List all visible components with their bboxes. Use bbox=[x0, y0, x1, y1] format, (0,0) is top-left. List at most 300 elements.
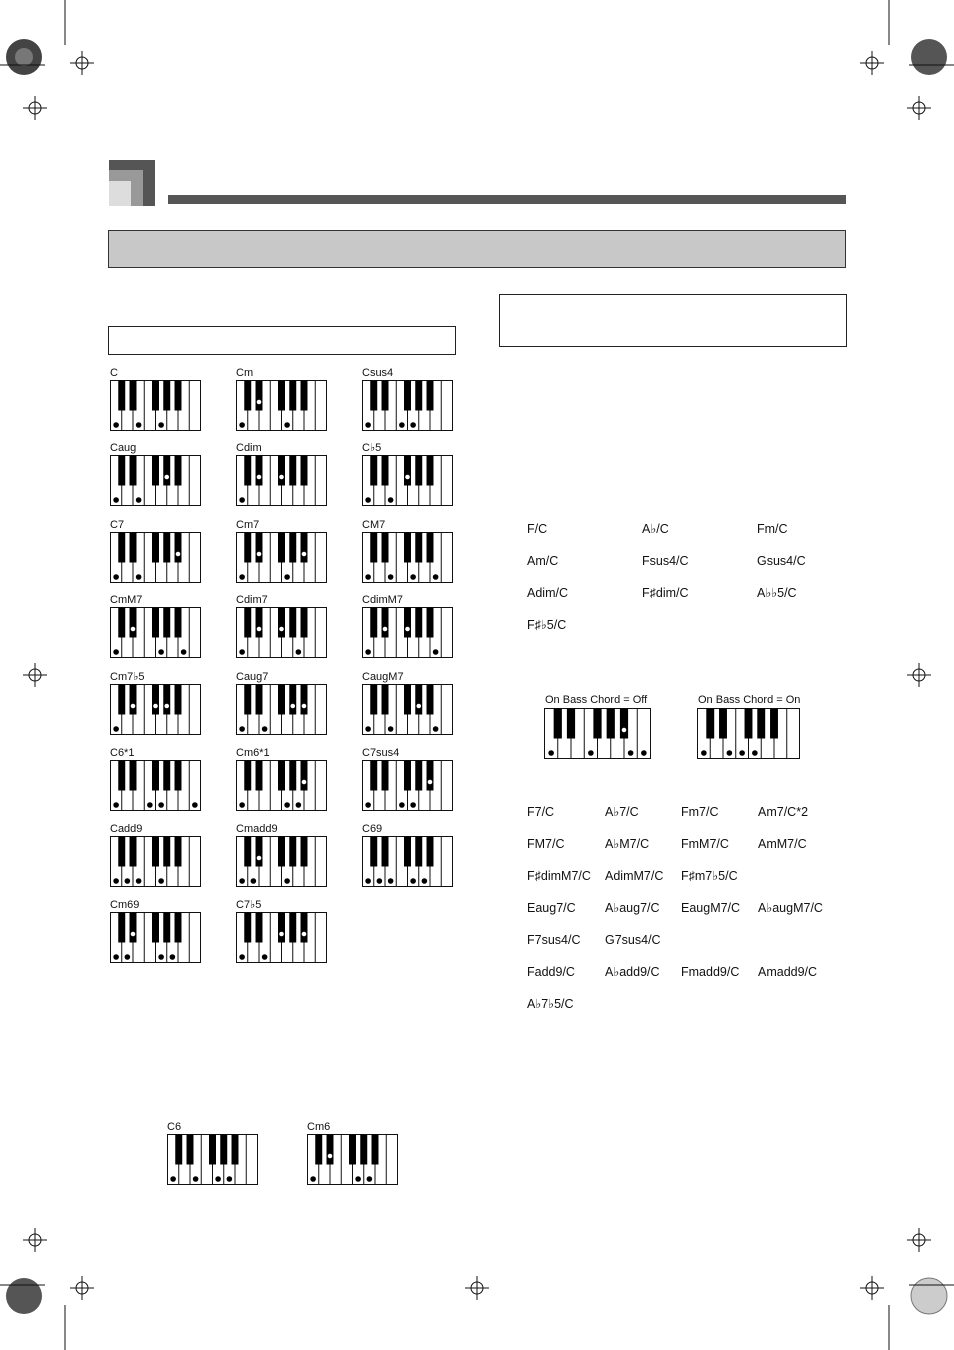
black-key bbox=[301, 533, 308, 563]
black-key bbox=[415, 761, 422, 791]
pressed-black-key-dot bbox=[130, 931, 136, 937]
pressed-white-key-dot bbox=[355, 1176, 361, 1182]
pressed-black-key-dot bbox=[130, 626, 136, 632]
chord-symbol-text: A♭/C bbox=[642, 522, 669, 536]
pressed-black-key-dot bbox=[256, 855, 262, 861]
chord-symbol-text: FmM7/C bbox=[681, 837, 729, 851]
black-key bbox=[301, 381, 308, 411]
right-section-box bbox=[499, 294, 847, 347]
pressed-white-key-dot bbox=[422, 878, 428, 884]
black-key bbox=[175, 1135, 182, 1165]
chord-name-label: CmM7 bbox=[110, 594, 143, 606]
black-key bbox=[278, 685, 285, 715]
black-key bbox=[289, 608, 296, 638]
black-key bbox=[278, 456, 285, 486]
black-key bbox=[244, 456, 251, 486]
black-key bbox=[130, 381, 137, 411]
header-square-light bbox=[109, 181, 131, 206]
pressed-white-key-dot bbox=[701, 750, 707, 756]
black-key bbox=[301, 608, 308, 638]
black-key bbox=[382, 685, 389, 715]
pressed-white-key-dot bbox=[192, 802, 198, 808]
pressed-white-key-dot bbox=[239, 422, 245, 428]
pressed-black-key-dot bbox=[256, 626, 262, 632]
pressed-black-key-dot bbox=[301, 551, 307, 557]
pressed-white-key-dot bbox=[113, 422, 119, 428]
pressed-black-key-dot bbox=[279, 931, 285, 937]
black-key bbox=[415, 456, 422, 486]
keyboard-diagram bbox=[544, 708, 651, 759]
keyboard-diagram bbox=[236, 760, 327, 811]
black-key bbox=[256, 456, 263, 486]
black-key bbox=[415, 837, 422, 867]
black-key bbox=[360, 1135, 367, 1165]
on-bass-off-label: On Bass Chord = Off bbox=[545, 694, 648, 706]
pressed-white-key-dot bbox=[548, 750, 554, 756]
black-key bbox=[404, 381, 411, 411]
black-key bbox=[163, 533, 170, 563]
black-key bbox=[175, 456, 182, 486]
keyboard-diagram bbox=[236, 380, 327, 431]
pressed-white-key-dot bbox=[641, 750, 647, 756]
black-key bbox=[370, 837, 377, 867]
keyboard-diagram bbox=[167, 1134, 258, 1185]
black-key bbox=[370, 533, 377, 563]
pressed-white-key-dot bbox=[136, 878, 142, 884]
pressed-white-key-dot bbox=[727, 750, 733, 756]
pressed-white-key-dot bbox=[170, 1176, 176, 1182]
keyboard-diagram bbox=[362, 607, 453, 658]
black-key bbox=[163, 456, 170, 486]
pressed-white-key-dot bbox=[262, 954, 268, 960]
black-key bbox=[427, 761, 434, 791]
pressed-white-key-dot bbox=[365, 726, 371, 732]
pressed-white-key-dot bbox=[147, 802, 153, 808]
pressed-white-key-dot bbox=[227, 1176, 233, 1182]
black-key bbox=[404, 608, 411, 638]
black-key bbox=[404, 685, 411, 715]
pressed-white-key-dot bbox=[284, 878, 290, 884]
black-key bbox=[382, 381, 389, 411]
crop-circle-icon bbox=[911, 1278, 947, 1314]
keyboard-diagram bbox=[236, 836, 327, 887]
black-key bbox=[315, 1135, 322, 1165]
keyboard-diagram bbox=[110, 607, 201, 658]
pressed-white-key-dot bbox=[158, 802, 164, 808]
chord-symbol-text: Fsus4/C bbox=[642, 554, 689, 568]
chord-symbol-text: AdimM7/C bbox=[605, 869, 664, 883]
pressed-white-key-dot bbox=[239, 878, 245, 884]
pressed-white-key-dot bbox=[158, 878, 164, 884]
black-key bbox=[382, 837, 389, 867]
black-key bbox=[404, 533, 411, 563]
chord-name-label: CM7 bbox=[362, 519, 386, 531]
black-key bbox=[152, 608, 159, 638]
chord-symbol-text: Am/C bbox=[527, 554, 559, 568]
black-key bbox=[289, 761, 296, 791]
pressed-white-key-dot bbox=[377, 878, 383, 884]
black-key bbox=[372, 1135, 379, 1165]
chord-symbol-text: F♯dim/C bbox=[642, 586, 689, 600]
crop-circle-icon bbox=[911, 39, 947, 75]
section-title-bar bbox=[108, 230, 846, 268]
black-key bbox=[278, 761, 285, 791]
pressed-black-key-dot bbox=[279, 474, 285, 480]
black-key bbox=[130, 761, 137, 791]
chord-name-label: C bbox=[110, 367, 118, 379]
pressed-black-key-dot bbox=[256, 474, 262, 480]
pressed-white-key-dot bbox=[113, 954, 119, 960]
black-key bbox=[301, 685, 308, 715]
pressed-white-key-dot bbox=[410, 878, 416, 884]
black-key bbox=[370, 381, 377, 411]
pressed-white-key-dot bbox=[239, 649, 245, 655]
pressed-black-key-dot bbox=[290, 703, 296, 709]
black-key bbox=[244, 381, 251, 411]
pressed-white-key-dot bbox=[136, 497, 142, 503]
black-key bbox=[370, 685, 377, 715]
chord-symbol-text: F7/C bbox=[527, 805, 555, 819]
pressed-black-key-dot bbox=[175, 551, 181, 557]
pressed-white-key-dot bbox=[365, 649, 371, 655]
black-key bbox=[301, 837, 308, 867]
black-key bbox=[770, 709, 778, 739]
black-key bbox=[427, 608, 434, 638]
pressed-white-key-dot bbox=[239, 497, 245, 503]
black-key bbox=[152, 837, 159, 867]
black-key bbox=[130, 913, 137, 943]
pressed-white-key-dot bbox=[388, 878, 394, 884]
pressed-white-key-dot bbox=[588, 750, 594, 756]
black-key bbox=[278, 381, 285, 411]
black-key bbox=[152, 533, 159, 563]
keyboard-diagram bbox=[362, 836, 453, 887]
black-key bbox=[152, 761, 159, 791]
pressed-black-key-dot bbox=[279, 626, 285, 632]
pressed-white-key-dot bbox=[125, 878, 131, 884]
black-key bbox=[427, 381, 434, 411]
keyboard-diagram bbox=[110, 684, 201, 735]
black-key bbox=[719, 709, 727, 739]
black-key bbox=[620, 709, 628, 739]
black-key bbox=[278, 608, 285, 638]
chord-symbol-text: Fadd9/C bbox=[527, 965, 575, 979]
chord-symbol-text: G7sus4/C bbox=[605, 933, 661, 947]
black-key bbox=[118, 608, 125, 638]
black-key bbox=[152, 381, 159, 411]
black-key bbox=[382, 761, 389, 791]
black-key bbox=[244, 913, 251, 943]
chord-name-label: C69 bbox=[362, 823, 383, 835]
pressed-white-key-dot bbox=[433, 574, 439, 580]
chord-name-label: Cadd9 bbox=[110, 823, 143, 835]
pressed-white-key-dot bbox=[365, 422, 371, 428]
black-key bbox=[327, 1135, 334, 1165]
pressed-black-key-dot bbox=[256, 551, 262, 557]
pressed-white-key-dot bbox=[284, 422, 290, 428]
pressed-white-key-dot bbox=[388, 574, 394, 580]
pressed-white-key-dot bbox=[170, 954, 176, 960]
black-key bbox=[404, 456, 411, 486]
chord-symbol-text: Fm/C bbox=[757, 522, 788, 536]
keyboard-diagram bbox=[110, 455, 201, 506]
black-key bbox=[118, 913, 125, 943]
black-key bbox=[427, 685, 434, 715]
pressed-white-key-dot bbox=[410, 422, 416, 428]
black-key bbox=[163, 685, 170, 715]
pressed-black-key-dot bbox=[405, 626, 411, 632]
chord-symbol-text: A♭7♭5/C bbox=[527, 997, 574, 1011]
pressed-black-key-dot bbox=[301, 779, 307, 785]
pressed-white-key-dot bbox=[365, 878, 371, 884]
keyboard-diagram bbox=[236, 607, 327, 658]
crop-circle-icon bbox=[6, 39, 42, 75]
black-key bbox=[209, 1135, 216, 1165]
black-key bbox=[118, 456, 125, 486]
chord-name-label: Cmadd9 bbox=[236, 823, 278, 835]
black-key bbox=[278, 913, 285, 943]
chord-symbol-text: Eaug7/C bbox=[527, 901, 576, 915]
pressed-white-key-dot bbox=[113, 497, 119, 503]
black-key bbox=[175, 533, 182, 563]
black-key bbox=[175, 608, 182, 638]
chord-name-label: Cm6*1 bbox=[236, 747, 270, 759]
pressed-white-key-dot bbox=[158, 954, 164, 960]
pressed-white-key-dot bbox=[410, 802, 416, 808]
pressed-white-key-dot bbox=[365, 574, 371, 580]
chord-symbol-text: EaugM7/C bbox=[681, 901, 741, 915]
black-key bbox=[745, 709, 753, 739]
black-key bbox=[118, 533, 125, 563]
chord-name-label: Caug bbox=[110, 442, 137, 454]
black-key bbox=[554, 709, 562, 739]
chord-name-label: Csus4 bbox=[362, 367, 394, 379]
black-key bbox=[301, 761, 308, 791]
chord-symbol-text: F♯dimM7/C bbox=[527, 869, 591, 883]
black-key bbox=[278, 533, 285, 563]
chord-symbol-text: AmM7/C bbox=[758, 837, 807, 851]
chord-symbol-text: Am7/C*2 bbox=[758, 805, 809, 819]
black-key bbox=[152, 685, 159, 715]
keyboard-diagram bbox=[362, 532, 453, 583]
keyboard-diagram bbox=[110, 912, 201, 963]
chord-name-label: Caug7 bbox=[236, 671, 269, 683]
black-key bbox=[415, 381, 422, 411]
chord-name-label: Cdim7 bbox=[236, 594, 268, 606]
chord-name-label: CaugM7 bbox=[362, 671, 404, 683]
black-key bbox=[415, 533, 422, 563]
black-key bbox=[706, 709, 714, 739]
black-key bbox=[163, 608, 170, 638]
black-key bbox=[152, 913, 159, 943]
pressed-white-key-dot bbox=[215, 1176, 221, 1182]
black-key bbox=[130, 533, 137, 563]
black-key bbox=[130, 685, 137, 715]
black-key bbox=[427, 533, 434, 563]
pressed-white-key-dot bbox=[125, 954, 131, 960]
black-key bbox=[244, 533, 251, 563]
chord-symbol-text: F7sus4/C bbox=[527, 933, 581, 947]
black-key bbox=[289, 381, 296, 411]
chord-symbol-text: A♭augM7/C bbox=[758, 901, 823, 915]
black-key bbox=[244, 837, 251, 867]
pressed-white-key-dot bbox=[284, 802, 290, 808]
black-key bbox=[175, 837, 182, 867]
pressed-white-key-dot bbox=[367, 1176, 373, 1182]
keyboard-diagram bbox=[697, 708, 800, 759]
pressed-white-key-dot bbox=[251, 878, 257, 884]
keyboard-diagram bbox=[110, 532, 201, 583]
chord-name-label: C7sus4 bbox=[362, 747, 400, 759]
black-key bbox=[118, 381, 125, 411]
pressed-black-key-dot bbox=[427, 779, 433, 785]
black-key bbox=[163, 837, 170, 867]
chord-name-label: Cm7♭5 bbox=[110, 671, 145, 683]
black-key bbox=[593, 709, 601, 739]
pressed-white-key-dot bbox=[113, 649, 119, 655]
black-key bbox=[163, 913, 170, 943]
black-key bbox=[118, 837, 125, 867]
left-section-box bbox=[108, 326, 456, 355]
pressed-black-key-dot bbox=[405, 474, 411, 480]
black-key bbox=[232, 1135, 239, 1165]
pressed-white-key-dot bbox=[158, 649, 164, 655]
chord-name-label: C7 bbox=[110, 519, 125, 531]
chord-symbol-text: F♯♭5/C bbox=[527, 618, 567, 632]
keyboard-diagram bbox=[362, 760, 453, 811]
black-key bbox=[175, 913, 182, 943]
pressed-black-key-dot bbox=[164, 474, 170, 480]
black-key bbox=[289, 456, 296, 486]
black-key bbox=[256, 608, 263, 638]
pressed-black-key-dot bbox=[416, 703, 422, 709]
black-key bbox=[244, 685, 251, 715]
black-key bbox=[382, 533, 389, 563]
chord-symbol-text: A♭add9/C bbox=[605, 965, 660, 979]
chord-symbol-text: F♯m7♭5/C bbox=[681, 869, 738, 883]
pressed-white-key-dot bbox=[296, 802, 302, 808]
pressed-white-key-dot bbox=[399, 802, 405, 808]
pressed-black-key-dot bbox=[327, 1153, 333, 1159]
black-key bbox=[289, 837, 296, 867]
chord-symbol-text: Adim/C bbox=[527, 586, 568, 600]
pressed-black-key-dot bbox=[382, 626, 388, 632]
black-key bbox=[607, 709, 615, 739]
crop-circle-icon bbox=[6, 1278, 42, 1314]
pressed-white-key-dot bbox=[239, 574, 245, 580]
on-bass-on-label: On Bass Chord = On bbox=[698, 694, 801, 706]
black-key bbox=[301, 913, 308, 943]
black-key bbox=[244, 608, 251, 638]
pressed-black-key-dot bbox=[130, 703, 136, 709]
pressed-white-key-dot bbox=[752, 750, 758, 756]
black-key bbox=[118, 685, 125, 715]
black-key bbox=[349, 1135, 356, 1165]
black-key bbox=[118, 761, 125, 791]
keyboard-diagram bbox=[236, 684, 327, 735]
pressed-white-key-dot bbox=[410, 574, 416, 580]
black-key bbox=[404, 761, 411, 791]
chord-symbol-text: Fmadd9/C bbox=[681, 965, 740, 979]
chord-name-label: Cdim bbox=[236, 442, 262, 454]
black-key bbox=[301, 456, 308, 486]
black-key bbox=[130, 837, 137, 867]
chord-name-label: Cm bbox=[236, 367, 254, 379]
black-key bbox=[567, 709, 575, 739]
black-key bbox=[370, 456, 377, 486]
pressed-white-key-dot bbox=[628, 750, 634, 756]
black-key bbox=[382, 608, 389, 638]
chord-name-label: Cm6 bbox=[307, 1121, 331, 1133]
black-key bbox=[427, 456, 434, 486]
header-rule bbox=[168, 195, 846, 204]
keyboard-diagram bbox=[110, 760, 201, 811]
keyboard-diagram bbox=[307, 1134, 398, 1185]
pressed-white-key-dot bbox=[296, 649, 302, 655]
pressed-white-key-dot bbox=[388, 497, 394, 503]
pressed-white-key-dot bbox=[365, 802, 371, 808]
black-key bbox=[256, 381, 263, 411]
pressed-white-key-dot bbox=[262, 726, 268, 732]
chord-name-label: C6*1 bbox=[110, 747, 135, 759]
black-key bbox=[370, 761, 377, 791]
pressed-white-key-dot bbox=[388, 726, 394, 732]
chord-symbol-text: A♭aug7/C bbox=[605, 901, 660, 915]
chord-name-label: C6 bbox=[167, 1121, 182, 1133]
black-key bbox=[370, 608, 377, 638]
pressed-white-key-dot bbox=[181, 649, 187, 655]
black-key bbox=[289, 533, 296, 563]
pressed-black-key-dot bbox=[621, 727, 627, 733]
pressed-white-key-dot bbox=[113, 574, 119, 580]
black-key bbox=[130, 456, 137, 486]
black-key bbox=[256, 533, 263, 563]
chord-name-label: C7♭5 bbox=[236, 899, 262, 911]
keyboard-diagram bbox=[362, 380, 453, 431]
pressed-white-key-dot bbox=[136, 574, 142, 580]
pressed-black-key-dot bbox=[164, 703, 170, 709]
black-key bbox=[163, 761, 170, 791]
pressed-white-key-dot bbox=[239, 726, 245, 732]
pressed-white-key-dot bbox=[284, 574, 290, 580]
chord-symbol-text: Gsus4/C bbox=[757, 554, 806, 568]
black-key bbox=[415, 608, 422, 638]
chord-name-label: C♭5 bbox=[362, 442, 382, 454]
pressed-white-key-dot bbox=[136, 422, 142, 428]
black-key bbox=[187, 1135, 194, 1165]
keyboard-diagram bbox=[236, 455, 327, 506]
chord-name-label: Cm69 bbox=[110, 899, 140, 911]
pressed-black-key-dot bbox=[153, 703, 159, 709]
black-key bbox=[220, 1135, 227, 1165]
chord-symbol-text: Amadd9/C bbox=[758, 965, 818, 979]
pressed-white-key-dot bbox=[158, 422, 164, 428]
black-key bbox=[152, 456, 159, 486]
black-key bbox=[175, 381, 182, 411]
pressed-black-key-dot bbox=[301, 703, 307, 709]
keyboard-diagram bbox=[236, 912, 327, 963]
black-key bbox=[163, 381, 170, 411]
chord-symbol-text: A♭7/C bbox=[605, 805, 639, 819]
black-key bbox=[382, 456, 389, 486]
pressed-white-key-dot bbox=[113, 726, 119, 732]
black-key bbox=[256, 685, 263, 715]
black-key bbox=[289, 913, 296, 943]
black-key bbox=[175, 761, 182, 791]
black-key bbox=[427, 837, 434, 867]
keyboard-diagram bbox=[362, 455, 453, 506]
pressed-white-key-dot bbox=[113, 802, 119, 808]
